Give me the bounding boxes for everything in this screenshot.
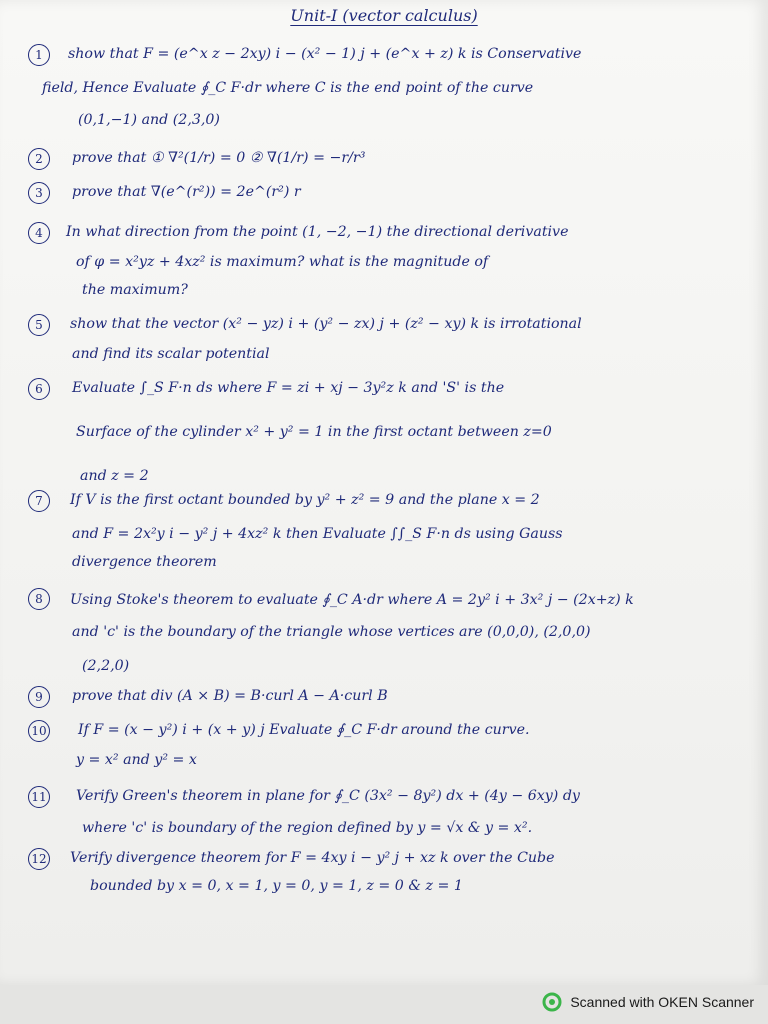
question-text: show that the vector (x² − yz) i + (y² − zx) j + (z² − xy) k is irrotational (70, 316, 582, 332)
question-text: of φ = x²yz + 4xz² is maximum? what is the magnitude of (76, 254, 489, 270)
question-text: (0,1,−1) and (2,3,0) (78, 112, 220, 128)
question-text: y = x² and y² = x (76, 752, 197, 768)
oken-scanner-logo-icon (542, 992, 562, 1012)
question-text: Verify divergence theorem for F = 4xy i − y² j + xz k over the Cube (70, 850, 555, 866)
question-text: If F = (x − y²) i + (x + y) j Evaluate ∮_C F·dr around the curve. (78, 722, 530, 738)
question-text: and F = 2x²y i − y² j + 4xz² k then Evaluate ∫∫_S F·n ds using Gauss (72, 526, 563, 542)
question-text: prove that div (A × B) = B·curl A − A·curl B (72, 688, 388, 704)
question-text: and z = 2 (80, 468, 149, 484)
scanner-watermark (542, 990, 754, 1014)
page-title: Unit-I (vector calculus) (290, 6, 478, 25)
question-text: Evaluate ∫_S F·n ds where F = zi + xj − 3y²z k and 'S' is the (72, 380, 505, 396)
question-text: and find its scalar potential (72, 346, 270, 362)
question-text: Verify Green's theorem in plane for ∮_C (3x² − 8y²) dx + (4y − 6xy) dy (76, 788, 580, 804)
question-text: prove that ∇(e^(r²)) = 2e^(r²) r (72, 184, 301, 200)
question-text: field, Hence Evaluate ∮_C F·dr where C is the end point of the curve (42, 80, 534, 96)
question-8 (28, 586, 740, 678)
question-number: 4 (28, 222, 50, 244)
question-text: and 'c' is the boundary of the triangle whose vertices are (0,0,0), (2,0,0) (72, 624, 591, 640)
question-text: bounded by x = 0, x = 1, y = 0, y = 1, z = 0 & z = 1 (90, 878, 463, 894)
question-10 (28, 718, 740, 772)
question-12 (28, 846, 740, 900)
question-text: In what direction from the point (1, −2, −1) the directional derivative (66, 224, 569, 240)
question-text: the maximum? (82, 282, 188, 298)
question-number: 8 (28, 588, 50, 610)
question-9 (28, 684, 740, 708)
question-text: If V is the first octant bounded by y² + z² = 9 and the plane x = 2 (70, 492, 540, 508)
question-number: 7 (28, 490, 50, 512)
question-5 (28, 312, 740, 366)
scanner-watermark-text: Scanned with OKEN Scanner (570, 994, 754, 1010)
question-1 (28, 42, 740, 126)
question-7 (28, 488, 740, 572)
question-11 (28, 784, 740, 840)
question-4 (28, 220, 740, 302)
question-number: 6 (28, 378, 50, 400)
question-text: show that F = (e^x z − 2xy) i − (x² − 1) j + (e^x + z) k is Conservative (68, 46, 582, 62)
question-number: 2 (28, 148, 50, 170)
question-3 (28, 180, 740, 204)
question-2 (28, 146, 740, 170)
question-text: Surface of the cylinder x² + y² = 1 in the first octant between z=0 (76, 424, 552, 440)
question-text: divergence theorem (72, 554, 217, 570)
question-text: where 'c' is boundary of the region defined by y = √x & y = x². (82, 820, 533, 836)
question-number: 1 (28, 44, 50, 66)
question-number: 9 (28, 686, 50, 708)
question-number: 12 (28, 848, 50, 870)
question-text: (2,2,0) (82, 658, 130, 674)
question-text: Using Stoke's theorem to evaluate ∮_C A·dr where A = 2y² i + 3x² j − (2x+z) k (70, 592, 634, 608)
question-number: 3 (28, 182, 50, 204)
question-number: 5 (28, 314, 50, 336)
question-number: 10 (28, 720, 50, 742)
question-6 (28, 376, 740, 488)
question-text: prove that ① ∇²(1/r) = 0 ② ∇(1/r) = −r/r³ (72, 150, 366, 166)
question-number: 11 (28, 786, 50, 808)
